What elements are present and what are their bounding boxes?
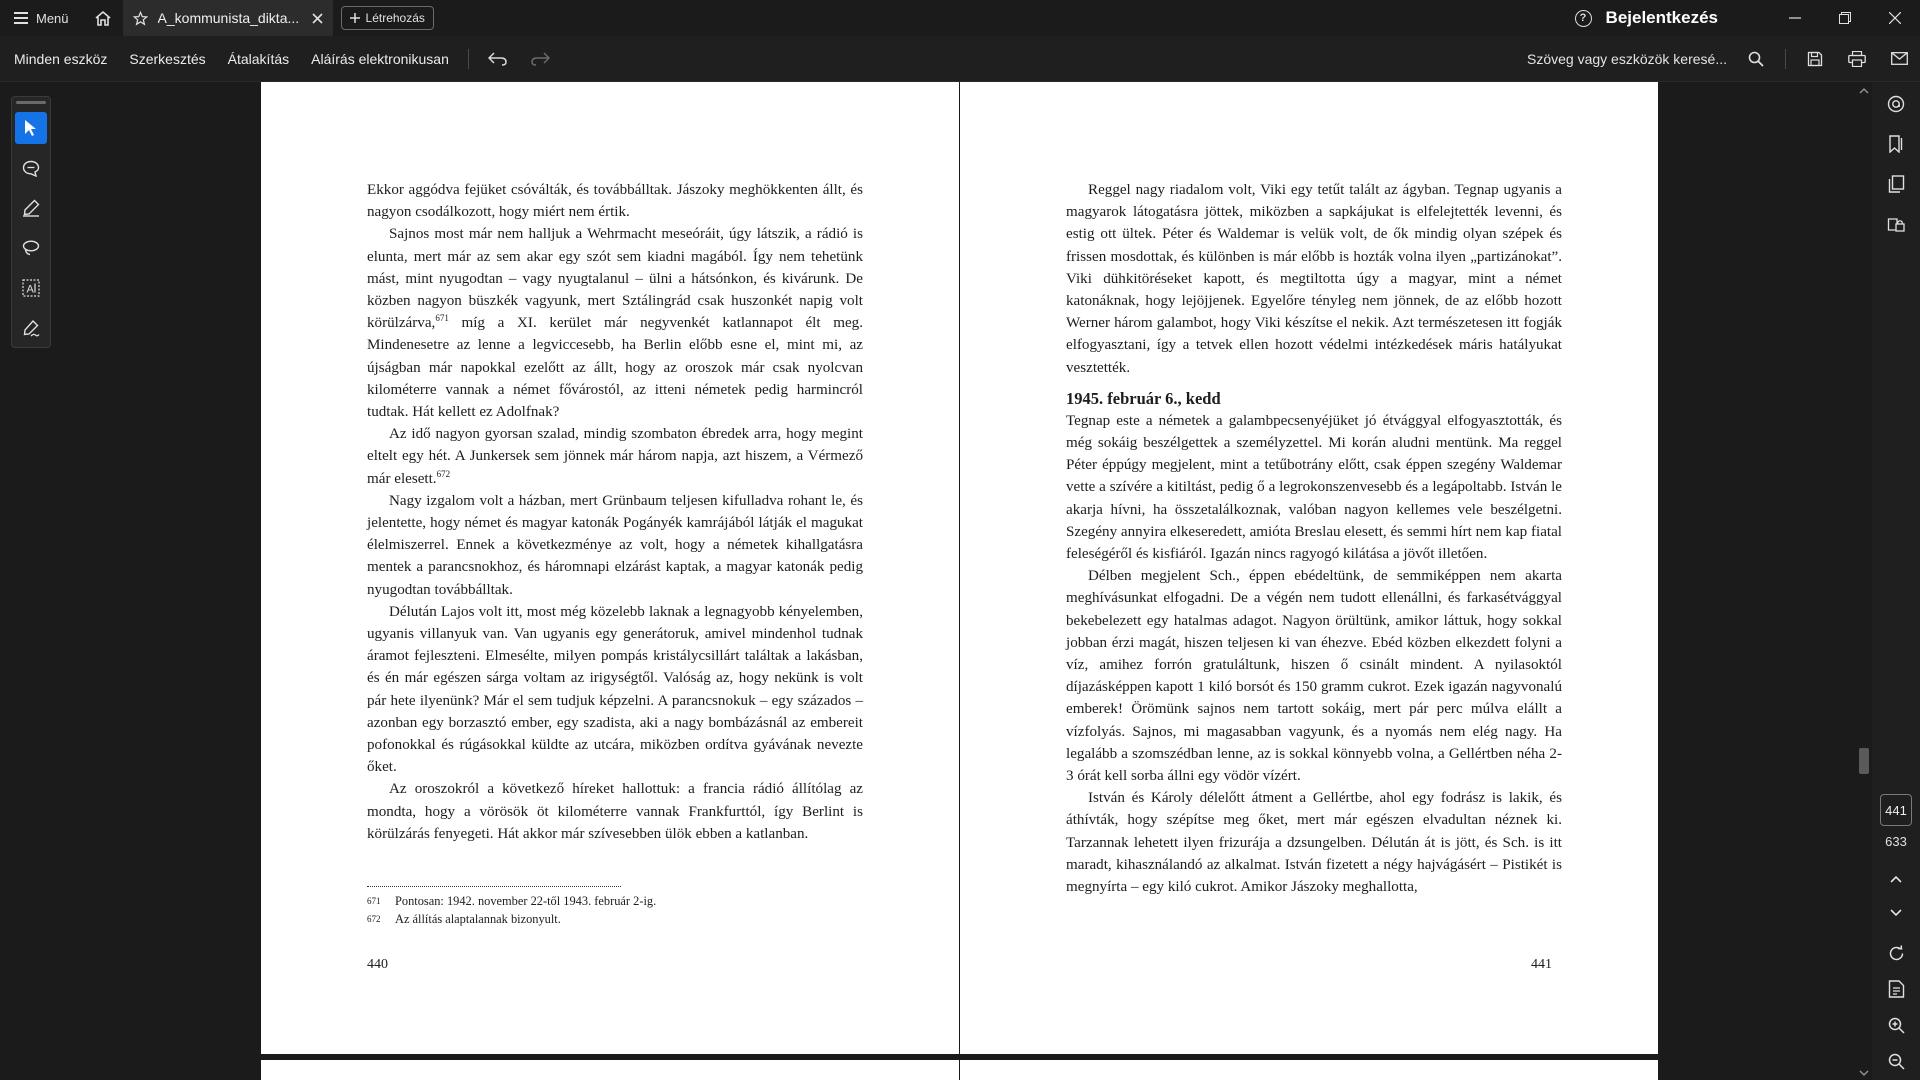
- footnote-number: 671: [367, 896, 381, 906]
- text-tool-button[interactable]: [15, 272, 47, 304]
- menu-label: Menü: [36, 10, 69, 26]
- menu-convert[interactable]: Átalakítás: [227, 50, 290, 67]
- menu-all-tools[interactable]: Minden eszköz: [14, 50, 108, 67]
- home-button[interactable]: [83, 0, 123, 36]
- paragraph: Ekkor aggódva fejüket csóválták, és továbbálltak. Jászoky meghökkenten állt, és nagyon csodálkozott, hogy miért nem értik.: [367, 182, 863, 221]
- lock-document-icon: [1887, 215, 1905, 233]
- zoom-in-button[interactable]: [1878, 1010, 1914, 1040]
- page-fit-button[interactable]: [1878, 974, 1914, 1004]
- highlight-tool-button[interactable]: [15, 192, 47, 224]
- paragraph: Reggel nagy riadalom volt, Viki egy tetűt talált az ágyban. Tegnap ugyanis a magyarok látogatásra jöttek, miközben a sapkájukat is elfelejtették levenni, és estig ott ültek. Péter és Waldemar is velük volt, de ők mindig olyan szépek és frissen mosdottak, és különben is már előbb is hozták volna ilyen „partizánokat”. Viki dühkitöréseket kapott, és megtiltotta úgy a magyar, mint a német katonáknak, hogy lejöjjenek. Egyelőre tényleg nem jönnek, de az előbb hozott Werner három galambot, hogy Viki készítse el nekik. Azt természetesen itt fogják elfogyasztani, így a tetvek ellen hozott védelmi intézkedések máris hatályukat vesztették.: [1066, 182, 1562, 376]
- menu-button[interactable]: [0, 0, 83, 36]
- footnote-number: 672: [367, 914, 381, 924]
- page-442-top: [261, 1060, 959, 1080]
- diary-date-heading: 1945. február 6., kedd: [1066, 388, 1221, 408]
- minimize-icon: [1789, 17, 1801, 19]
- paragraph: Délután Lajos volt itt, most még közelebb laknak a legnagyobb kényelemben, ugyanis villanyuk van. Van ugyanis egy generátoruk, amivel mindenhol tudnak áramot fejleszteni. Elmesélte, milyen pompás kristálycsillárt találtak a lakásban, és én már egészen sárga voltam az irigységtől. Valóság az, hogy nekünk is volt pár hete ilyenünk? Már el sem tudjuk képzelni. A parancsnokuk – egy százados – azonban egy borzasztó ember, egy szadista, aki a nagy bombázásnál az embereit pofonokkal és rúgásokkal küldte az utcára, miközben ordítva gyávának nevezte őket.: [367, 603, 863, 776]
- share-email-button[interactable]: [1878, 36, 1920, 82]
- total-pages: 633: [1885, 834, 1907, 849]
- bookmarks-button[interactable]: [1878, 126, 1914, 162]
- restore-button[interactable]: [1820, 0, 1870, 36]
- page-thumbnails-button[interactable]: [1878, 166, 1914, 202]
- signature-icon: [22, 319, 40, 337]
- footnote-ref[interactable]: 671: [435, 313, 449, 324]
- page-440: [261, 82, 959, 1054]
- security-button[interactable]: [1878, 206, 1914, 242]
- paragraph-text: míg a XI. kerület már negyvenkét katlannapot élt meg. Mindenesetre az lenne a legviccesebb, ha Berlin előbb esne el, mint mi, az újságban már napokkal ezelőtt az állt, hogy az oroszok már csak nyolcvan kilométerre vannak a német fővárostól, az itteni németek pedig harmincról tudtak. Hát kellett ez Adolfnak?: [367, 315, 863, 421]
- undo-icon: [488, 52, 508, 66]
- paragraph: [367, 223, 863, 423]
- paragraph: Tegnap este a németek a galambpecsenyéjüket jó étvággyal elfogyasztották, és még sokáig beszélgettek a személyzettel. Mi korán aludni mentünk. Ma reggel Péter éppúgy megjelent, mint a tetűbotrány előtt, csak éppen szegény Waldemar vette a szívére a kitiltást, pedig ő a legrokonszenvesebb és a legápoltabb. István le akarja hívni, ha összetalálkoznak, valóban nagyon kellemes vele beszélgetni. Szegény annyira elkeseredett, amióta Breslau elesett, és semmi hírt nem kap fiatal feleségéről és kisfiáról. Igazán nincs ragyogó kilátása a jövőt illetően.: [1066, 412, 1562, 563]
- page-443-top: [960, 1060, 1658, 1080]
- page-440-text: [367, 179, 863, 845]
- draw-tool-button[interactable]: [15, 232, 47, 264]
- page-441: [960, 82, 1658, 1054]
- toolbar-divider: [468, 49, 469, 69]
- previous-page-button[interactable]: [1878, 864, 1914, 894]
- ai-assistant-button[interactable]: [1878, 86, 1914, 122]
- page-number: 441: [1531, 957, 1552, 972]
- chevron-down-icon: [1889, 908, 1903, 917]
- paragraph-text: Sajnos most már nem halljuk a Wehrmacht meseóráit, úgy látszik, a rádió is elunta, mert már az sem akar egy szót sem kiadni magából. Így nem tehetünk mást, mint nyugodtan – vagy nyugtalanul – ülni a hátsónkon, és kivárunk. De közben nagyon büszkék vagyunk, mert Sztálingrád csak huszonkét napig volt körülzárva,: [367, 226, 863, 332]
- cursor-arrow-icon: [24, 119, 38, 137]
- menu-edit[interactable]: Szerkesztés: [129, 50, 206, 67]
- tab-title: A_kommunista_dikta...: [157, 10, 300, 26]
- close-window-button[interactable]: [1870, 0, 1920, 36]
- fit-page-icon: [1888, 980, 1905, 998]
- document-tab[interactable]: [123, 0, 333, 36]
- page-441-text: [1066, 179, 1562, 898]
- vertical-scrollbar[interactable]: [1856, 82, 1872, 1080]
- print-icon: [1848, 51, 1866, 67]
- redo-icon: [530, 52, 550, 66]
- search-input[interactable]: Szöveg vagy eszközök keresé...: [1527, 50, 1727, 67]
- current-page-input[interactable]: 441: [1880, 794, 1912, 826]
- footnotes: [367, 892, 656, 928]
- pen-icon: [22, 199, 40, 217]
- zoom-out-icon: [1888, 1053, 1905, 1070]
- mail-icon: [1891, 52, 1908, 65]
- star-icon[interactable]: [133, 11, 148, 26]
- login-button[interactable]: Bejelentkezés: [1605, 8, 1718, 27]
- close-icon: [1889, 12, 1901, 24]
- select-tool-button[interactable]: [15, 112, 47, 144]
- search-icon: [1748, 51, 1764, 67]
- minimize-button[interactable]: [1770, 0, 1820, 36]
- paragraph-text: Az idő nagyon gyorsan szalad, mindig szombaton ébredek arra, hogy megint eltelt egy hét. A Junkersek sem jönnek már három napja, azt hiszem, a Vérmező már elesett.: [367, 426, 863, 487]
- paragraph: István és Károly délelőtt átment a Gellértbe, ahol egy fodrász is lakik, és áthívták, hogy szépítse meg őket, mert már egészen elvadultan néznek ki. Tarzannak lehetett ilyen frizurája a dzsungelben. Délután át is jött, és Sch. is itt maradt, kihasználandó az alkalmat. István fizetett a négy hajvágásért – Pistikét is megnyírta – egy kiló cukrot. Amikor Jászoky meghallotta,: [1066, 790, 1562, 896]
- palette-drag-handle[interactable]: [16, 101, 46, 104]
- menu-esign[interactable]: Aláírás elektronikusan: [311, 50, 449, 67]
- create-label: Létrehozás: [365, 11, 425, 25]
- chevron-up-icon: [1889, 875, 1903, 884]
- toolbar-divider-right: [1785, 49, 1786, 69]
- search-button[interactable]: [1735, 36, 1777, 82]
- paragraph: Délben megjelent Sch., éppen ebédeltünk, de semmiképpen nem akarta meghívásunkat elfogadni. De a végén nem tudott ellenállni, és farkasétvággyal bekebelezett egy hatalmas adagot. Nagyon örültünk, amikor láttuk, hogy sokkal jobban érzi magát, hiszen teljesen ki van éhezve. Ebéd közben elkezdett folyni a víz, amihez forrón gratuláltunk, hiszen ő csinált mindent. A nyilasoktól díjazásképpen kapott 1 kiló borsót és 150 gramm cukrot. Ezek igazán nagyvonalú emberek! Örömünk sajnos nem tartott sokáig, mert pár perc múlva elállt a vízfolyás. Sajnos, mi magasabban vagyunk, és a nyomás nem elég nagy. Ha legalább a szomszédban lenne, az is sokkal könnyebb volna, a Gellértben néha 2-3 órát kell sorba állni egy vödör vízért.: [1066, 568, 1562, 785]
- comment-tool-button[interactable]: [15, 152, 47, 184]
- footnote: [367, 910, 656, 928]
- create-button[interactable]: [341, 6, 434, 30]
- page-number: 440: [367, 957, 388, 972]
- paragraph: Az oroszokról a következő híreket hallottuk: a francia rádió állítólag az mondta, hogy a vörösök öt kilométerre vannak Frankfurttól, így Berlint is körülzárás fenyegeti. Hát akkor már szívesebben ülök ebben a katlanban.: [367, 781, 863, 842]
- document-viewer[interactable]: [64, 82, 1856, 1080]
- svg-text:A: A: [26, 283, 34, 296]
- zoom-out-button[interactable]: [1878, 1046, 1914, 1076]
- comment-icon: [22, 160, 40, 177]
- bookmark-icon: [1888, 135, 1904, 153]
- close-tab-icon[interactable]: [312, 13, 323, 24]
- title-bar: [0, 0, 1920, 36]
- paragraph: Nagy izgalom volt a házban, mert Grünbaum teljesen kifulladva rohant le, és jelentette, hogy német és magyar katonák Pogányék kamrájából látják el magukat élelmiszerrel. Ennek a következménye az volt, hogy a németek kihallgatásra mentek a parancsnokhoz, és háromnapi elzárást kaptak, a magyar katonák pedig nyugodtan továbbálltak.: [367, 492, 863, 598]
- print-button[interactable]: [1836, 36, 1878, 82]
- footnote-text: Az állítás alaptalannak bizonyult.: [395, 912, 561, 926]
- scroll-down-arrow-icon[interactable]: [1856, 1068, 1872, 1078]
- undo-button[interactable]: [477, 36, 519, 82]
- right-side-panel: [1872, 82, 1920, 1080]
- footnote-ref[interactable]: 672: [436, 468, 451, 479]
- zoom-in-icon: [1888, 1017, 1905, 1034]
- ai-assistant-icon: [1887, 95, 1905, 113]
- redo-button[interactable]: [519, 36, 561, 82]
- save-button[interactable]: [1794, 36, 1836, 82]
- rotate-icon: [1888, 945, 1905, 962]
- sign-tool-button[interactable]: [15, 312, 47, 344]
- footnote-divider: [367, 886, 621, 887]
- scroll-up-arrow-icon[interactable]: [1856, 86, 1872, 96]
- main-toolbar: [0, 36, 1920, 82]
- restore-icon: [1839, 12, 1851, 24]
- next-page-button[interactable]: [1878, 897, 1914, 927]
- footnote: [367, 892, 656, 910]
- lasso-icon: [22, 240, 40, 256]
- hamburger-icon: [14, 12, 28, 24]
- paragraph: [367, 423, 863, 490]
- quick-tools-palette: [11, 96, 51, 348]
- text-box-icon: [22, 279, 40, 297]
- home-icon: [94, 10, 112, 27]
- plus-icon: [350, 13, 360, 23]
- help-icon[interactable]: ?: [1575, 10, 1592, 27]
- footnote-text: Pontosan: 1942. november 22-től 1943. február 2-ig.: [395, 894, 657, 908]
- pages-icon: [1888, 175, 1905, 193]
- scrollbar-thumb[interactable]: [1859, 748, 1869, 774]
- save-icon: [1807, 51, 1823, 67]
- rotate-button[interactable]: [1878, 938, 1914, 968]
